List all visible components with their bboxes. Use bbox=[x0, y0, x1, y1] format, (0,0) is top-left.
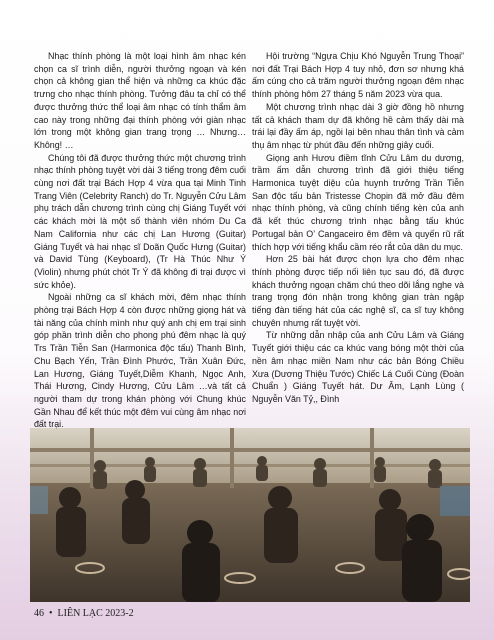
page-number: 46 bbox=[34, 608, 44, 619]
article-paragraph: Ngoài những ca sĩ khách mời, đêm nhạc thính phòng trại Bách Hợp 4 còn được những giọng hát và tài năng của chính mình như quý anh chị em trại sinh góp phần trình diễn cho phong phú đêm nhạc là quý Trs Trần Tiễn San (Harmonica độc tấu) Thanh Bình, Chu Bạch Yến, Trần Đình Phước, Trần Xuân Đức, Lan Hương, Giáng Tuyết,Diễm Khanh, Ngọc Anh, Thái Hương, Cindy Hương, Cửu Lâm …và tất cả người tham dự trong khán phòng với Chung khúc Gần Nhau để kết thúc một đêm vui cùng âm nhạc nơi đất trại. bbox=[34, 292, 246, 430]
article-paragraph: Từ những dẫn nhập của anh Cửu Lâm và Giáng Tuyết giới thiệu các ca khúc vang bóng một thời của nền âm nhạc miền Nam như các bản Bóng Chiều Xưa (Dương Thiệu Tước) Chiếc Lá Cuối Cùng (Đoàn Chuẩn ) Giáng Tuyết hát. Dư Âm, Lạnh Lùng ( Nguyễn Văn Tỷ,, Đình bbox=[252, 330, 464, 404]
article-paragraph: Chúng tôi đã được thưởng thức một chương trình nhạc thính phòng tuyệt vời dài 3 tiếng trong đêm cuối cùng nơi đất trại Bách Hợp 4 vừa qua tại Minh Tinh Trang Viên (Celebrity Ranch) do Tr. Nguyễn Cửu Lâm phụ trách dẫn chương trình cùng chị Giáng Tuyết với các khách mời là một số thành viên nhóm Du Ca Nam California như các chị Lan Hương (Guitar) Giáng Tuyết và hai nhạc sĩ Doãn Quốc Hưng (Guitar) và David Tùng (Keyboard), (Tr Hà Thúc Như Ý (Violin) nhưng phút chót Tr Ý đã không đi trại được vì sức khỏe). bbox=[34, 152, 246, 290]
publication-title: LIÊN LẠC 2023-2 bbox=[57, 608, 134, 619]
concert-audience-photo bbox=[30, 428, 470, 602]
article-paragraph: Giọng anh Hươu điềm tĩnh Cửu Lâm du dương, trầm ấm dẫn chương trình đã giới thiệu tiếng Harmonica tuyệt diệu của huynh trưởng Trần Tiễn San độc tấu bản Tristesse Chopin đã mở đầu đêm nhạc thính phòng, và cũng chính tiếng kèn của anh đã kết thúc chương trình nhạc bằng tấu khúc Portugal bản O’ Cangaceiro êm đềm và quyến rũ rất thích hợp với tiếng khẩu cầm réo rắt của dân du mục. bbox=[252, 152, 464, 252]
article-column-right bbox=[252, 50, 464, 406]
footer-separator: • bbox=[49, 608, 53, 619]
article-paragraph: Hội trường “Ngựa Chịu Khó Nguyễn Trung Thoại” nơi đất Trại Bách Hợp 4 tuy nhỏ, đơn sơ nhưng khá ấm cúng cho cả trăm người thưởng ngoạn đêm nhạc thính phòng hôm 27 tháng 5 năm 2023 vừa qua. bbox=[252, 51, 464, 100]
page-footer bbox=[34, 608, 134, 619]
article-paragraph: Một chương trình nhạc dài 3 giờ đồng hồ nhưng tất cả khách tham dự đã không hề cảm thấy dài mà trái lại đầy ấm áp, ngồi lại bên nhau thân tình và cảm thụ âm nhạc từ phút đầu đến những giây cuối. bbox=[252, 101, 464, 150]
article-paragraph: Hơn 25 bài hát được chọn lựa cho đêm nhạc thính phòng được tiếp nối liên tục sau đó, đã được khách thưởng ngoạn chăm chú theo dõi lắng nghe và trang trọng đón nhận trong không gian tràn ngập tiếng đàn tiếng hát của các nghệ sĩ, ca sĩ tuy không chuyên nhưng rất tuyệt vời. bbox=[252, 254, 464, 328]
article-column-left bbox=[34, 50, 246, 431]
article-paragraph: Nhạc thính phòng là một loại hình âm nhạc kén chọn ca sĩ trình diễn, người thưởng ngoạn và kén chọn cả không gian thể hiện và những ca khúc đặc trưng cho nhạc thính phòng. Tưởng đâu ta chỉ có thể được thưởng thức thể loại âm nhạc có tính thẩm âm cao này trong những đại thính phòng với giàn nhạc lớn trong một không gian trang trọng … Nhưng… Không! … bbox=[34, 51, 246, 150]
